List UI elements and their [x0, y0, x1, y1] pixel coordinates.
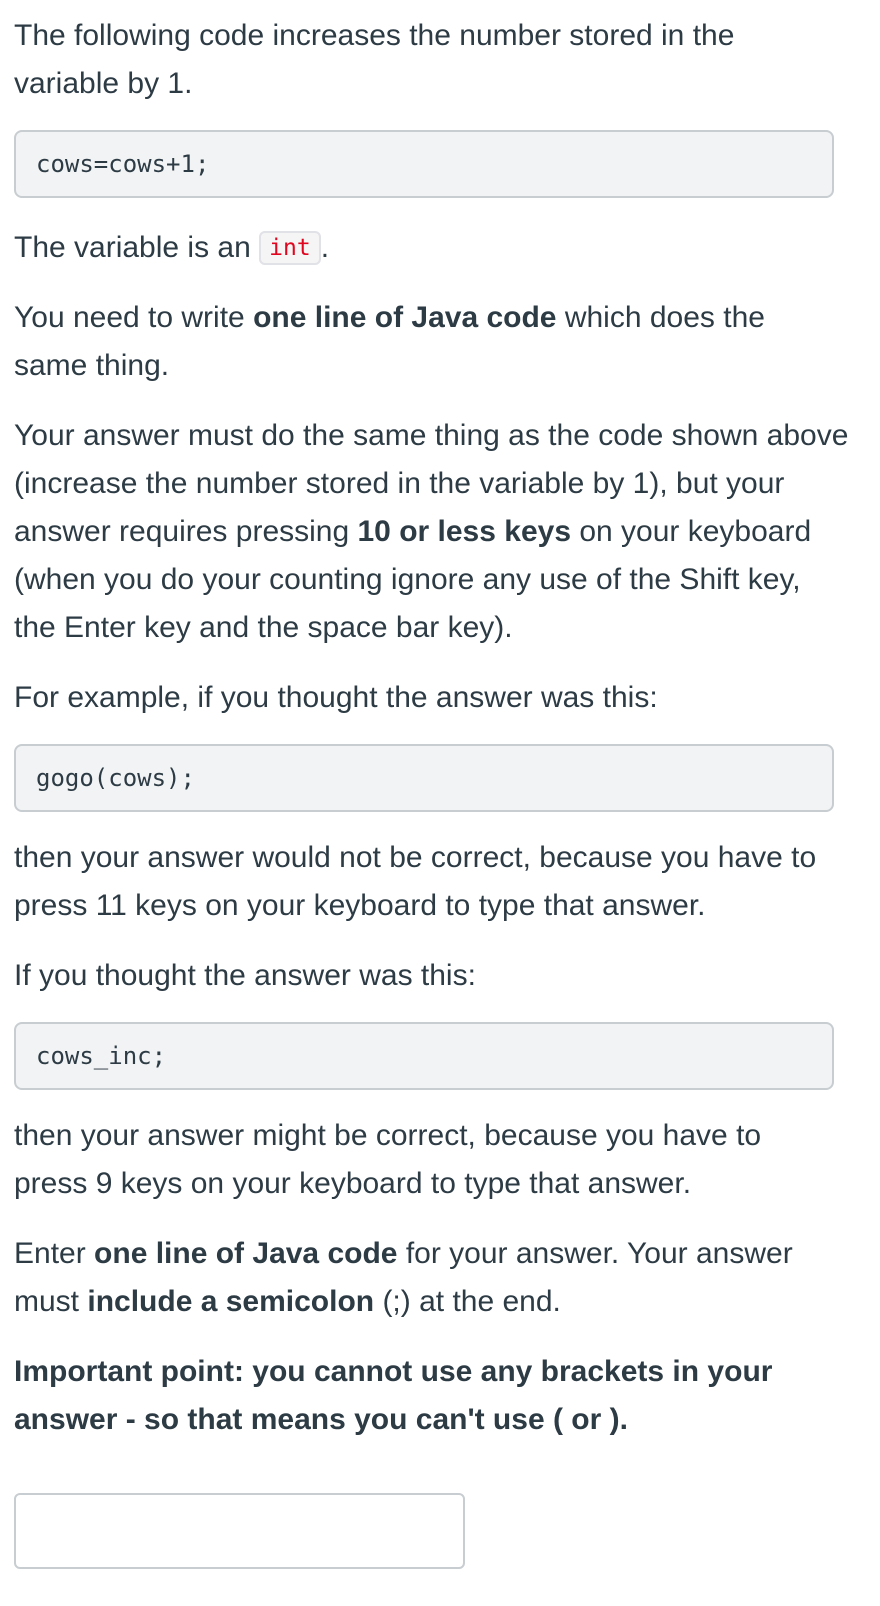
example2-intro-text: If you thought the answer was this:	[14, 959, 476, 992]
instruction-bold-1: one line of Java code	[94, 1237, 398, 1270]
code-block-original: cows=cows+1;	[14, 130, 834, 198]
task-prefix: You need to write	[14, 301, 254, 334]
example2-intro	[14, 952, 864, 1000]
example1-intro	[14, 674, 864, 722]
instruction-bold-2: include a semicolon	[87, 1285, 375, 1318]
answer-input[interactable]	[14, 1493, 465, 1569]
important-note-text: Important point: you cannot use any brackets in your answer - so that means you can't use ( or ).	[14, 1355, 773, 1436]
code-block-example1: gogo(cows);	[14, 744, 834, 812]
requirement-bold: 10 or less keys	[357, 515, 572, 548]
question-body	[14, 12, 864, 1569]
requirement-prefix: Your answer must do the same thing as the code shown above (increase the number stored in the variable by 1), but your answer requires pressing	[14, 419, 849, 548]
variable-type-prefix: The variable is an	[14, 231, 260, 264]
code-block-example2: cows_inc;	[14, 1022, 834, 1090]
important-note	[14, 1348, 804, 1444]
variable-type-suffix: .	[320, 231, 330, 264]
task-text	[14, 294, 814, 390]
requirement-suffix: on your keyboard (when you do your counting ignore any use of the Shift key, the Enter key and the space bar key).	[14, 515, 812, 644]
example1-intro-text: For example, if you thought the answer was this:	[14, 681, 658, 714]
example1-result-text: then your answer would not be correct, because you have to press 11 keys on your keyboard to type that answer.	[14, 841, 817, 922]
example2-result	[14, 1112, 834, 1208]
variable-type-text	[14, 224, 864, 272]
inline-code-int: int	[259, 231, 321, 265]
requirement-text	[14, 412, 849, 652]
task-suffix: which does the same thing.	[14, 301, 765, 382]
example2-result-text: then your answer might be correct, because you have to press 9 keys on your keyboard to type that answer.	[14, 1119, 762, 1200]
instruction-prefix: Enter	[14, 1237, 95, 1270]
instruction-mid: for your answer. Your answer must	[14, 1237, 793, 1318]
task-bold: one line of Java code	[253, 301, 557, 334]
intro-text	[14, 12, 814, 108]
intro-text-content: The following code increases the number stored in the variable by 1.	[14, 19, 735, 100]
example1-result	[14, 834, 834, 930]
instruction-text	[14, 1230, 834, 1326]
instruction-suffix: (;) at the end.	[374, 1285, 561, 1318]
